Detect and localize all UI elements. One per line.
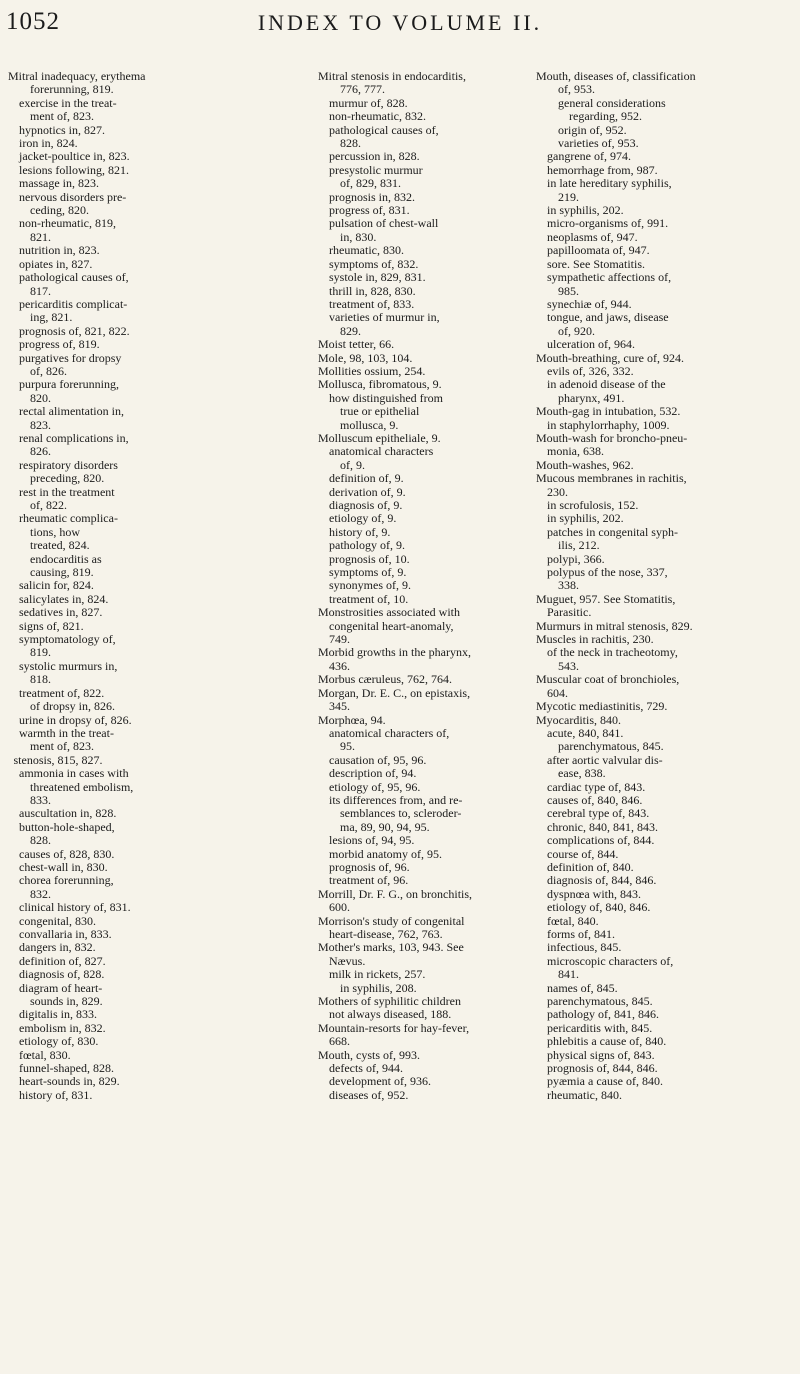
index-entry: auscultation in, 828. (19, 806, 117, 821)
index-entry: forms of, 841. (547, 927, 615, 941)
index-entry: Mole, 98, 103, 104. (318, 350, 413, 365)
index-entry: ilis, 212. (558, 538, 600, 553)
index-entry: pathology of, 9. (329, 538, 405, 553)
index-entry: pharynx, 491. (558, 390, 625, 405)
index-entry: rheumatic complica- (19, 511, 118, 526)
index-entry: ceding, 820. (30, 203, 89, 218)
index-entry: Morrill, Dr. F. G., on bronchitis, (318, 886, 473, 901)
index-entry: ulceration of, 964. (547, 337, 635, 352)
index-entry: of, 953. (558, 82, 595, 97)
index-entry: Murmurs in mitral stenosis, 829. (536, 618, 693, 633)
index-entry: micro-organisms of, 991. (547, 216, 669, 231)
running-head: INDEX TO VOLUME II. (257, 10, 543, 35)
index-entry: 826. (30, 444, 51, 459)
index-entry: Mucous membranes in rachitis, (536, 471, 687, 486)
index-entry: button-hole-shaped, (19, 819, 115, 834)
index-entry: 841. (558, 967, 579, 982)
index-entry: treatment of, 833. (329, 296, 415, 311)
index-entry: sounds in, 829. (30, 994, 103, 1009)
index-entry: chronic, 840, 841, 843. (547, 819, 658, 834)
index-entry: derivation of, 9. (329, 484, 406, 499)
index-entry: lesions following, 821. (19, 162, 129, 177)
index-entry: anatomical characters of, (329, 725, 450, 740)
index-entry: 818. (30, 672, 51, 687)
index-entry: general considerations (558, 95, 666, 110)
index-entry: endocarditis as (30, 551, 102, 566)
index-entry: 828. (30, 833, 51, 848)
index-entry: Mouth-wash for broncho-pneu- (536, 430, 688, 445)
index-entry: Mycotic mediastinitis, 729. (536, 699, 668, 714)
index-column-1 (8, 70, 306, 1370)
index-entry: etiology of, 9. (329, 511, 397, 526)
index-entry: in late hereditary syphilis, (547, 176, 672, 191)
index-entry: Molluscum epitheliale, 9. (318, 430, 441, 445)
index-entry: Morrison's study of congenital (318, 913, 465, 928)
index-entry: pulsation of chest-wall (329, 216, 439, 231)
index-entry: Morphœa, 94. (318, 712, 386, 727)
index-entry: Muscles in rachitis, 230. (536, 632, 654, 647)
index-entry: fœtal, 840. (547, 913, 599, 928)
index-entry: history of, 831. (19, 1087, 93, 1102)
index-entry: ammonia in cases with (19, 766, 129, 781)
index-entry: 436. (329, 658, 350, 673)
index-entry: ment of, 823. (30, 109, 94, 124)
index-entry: prognosis in, 832. (329, 189, 416, 204)
index-entry: respiratory disorders (19, 457, 118, 472)
index-entry: history of, 9. (329, 524, 391, 539)
index-entry: symptoms of, 832. (329, 256, 419, 271)
index-entry: Moist tetter, 66. (318, 337, 395, 352)
index-entry: papilloomata of, 947. (547, 243, 650, 258)
index-entry: stenosis, 815, 827. (13, 752, 103, 767)
index-entry: pathology of, 841, 846. (547, 1007, 659, 1022)
index-entry: synonymes of, 9. (329, 578, 411, 593)
index-entry: 817. (30, 283, 51, 298)
index-entry: after aortic valvular dis- (547, 752, 663, 767)
index-entry: diagnosis of, 828. (19, 967, 105, 982)
index-entry: in syphilis, 208. (340, 980, 417, 995)
index-entry: Mouth-washes, 962. (536, 457, 634, 472)
index-entry: of, 829, 831. (340, 176, 401, 191)
index-entry: heart-disease, 762, 763. (329, 927, 443, 941)
index-entry: diseases of, 952. (329, 1087, 409, 1102)
index-entry: prognosis of, 10. (329, 551, 410, 566)
index-entry: of, 9. (340, 457, 365, 472)
index-entry: definition of, 827. (19, 953, 106, 968)
index-entry: milk in rickets, 257. (329, 967, 426, 982)
index-entry: neoplasms of, 947. (547, 229, 638, 244)
index-entry: 543. (558, 658, 579, 673)
index-entry: 985. (558, 283, 579, 298)
index-entry: purpura forerunning, (19, 377, 119, 392)
index-entry: prognosis of, 844, 846. (547, 1061, 658, 1076)
index-entry: pyæmia a cause of, 840. (547, 1074, 663, 1089)
index-entry: diagnosis of, 844, 846. (547, 873, 657, 888)
index-entry: systolic murmurs in, (19, 658, 118, 673)
index-entry: varieties of murmur in, (329, 310, 440, 325)
index-entry: 668. (329, 1034, 350, 1049)
index-entry: etiology of, 95, 96. (329, 779, 421, 794)
index-entry: Mollusca, fibromatous, 9. (318, 377, 442, 392)
index-entry: sore. See Stomatitis. (547, 256, 645, 271)
index-entry: prognosis of, 96. (329, 859, 410, 874)
index-entry: clinical history of, 831. (19, 900, 131, 915)
index-entry: cerebral type of, 843. (547, 806, 650, 821)
index-entry: pericarditis complicat- (19, 296, 128, 311)
index-entry: synechiæ of, 944. (547, 296, 632, 311)
index-entry: Mothers of syphilitic children (318, 994, 461, 1009)
index-entry: semblances to, scleroder- (340, 806, 462, 821)
index-entry: polypus of the nose, 337, (547, 565, 668, 580)
index-entry: etiology of, 830. (19, 1034, 99, 1049)
index-entry: acute, 840, 841. (547, 725, 624, 740)
index-entry: tions, how (30, 524, 81, 539)
index-entry: of, 826. (30, 363, 67, 378)
index-entry: percussion in, 828. (329, 149, 420, 164)
index-entry: treatment of, 10. (329, 591, 409, 606)
index-entry: gangrene of, 974. (547, 149, 631, 164)
index-entry: Mountain-resorts for hay-fever, (318, 1020, 470, 1035)
index-entry: 823. (30, 417, 51, 432)
index-entry: causes of, 840, 846. (547, 792, 643, 807)
index-entry: nutrition in, 823. (19, 243, 100, 258)
index-entry: definition of, 9. (329, 471, 404, 486)
index-entry: rheumatic, 840. (547, 1087, 622, 1102)
index-entry: causing, 819. (30, 565, 94, 580)
index-entry: regarding, 952. (569, 109, 642, 124)
index-entry: of, 822. (30, 498, 67, 512)
index-column-3 (536, 70, 796, 1370)
index-entry: of dropsy in, 826. (30, 699, 115, 714)
index-entry: rest in the treatment (19, 484, 115, 499)
index-entry: pericarditis with, 845. (547, 1020, 653, 1035)
page-header (0, 8, 800, 48)
index-entry: chest-wall in, 830. (19, 859, 108, 874)
index-entry: Morbus cæruleus, 762, 764. (318, 672, 452, 687)
index-columns (0, 70, 800, 1370)
index-entry: prognosis of, 821, 822. (19, 323, 130, 338)
index-entry: signs of, 821. (19, 618, 84, 633)
index-entry: Muscular coat of bronchioles, (536, 672, 680, 687)
index-entry: Mollities ossium, 254. (318, 363, 426, 378)
index-entry: Mouth, cysts of, 993. (318, 1047, 420, 1062)
index-entry: Muguet, 957. See Stomatitis, (536, 591, 676, 606)
index-entry: 832. (30, 886, 51, 901)
index-entry: Mother's marks, 103, 943. See (318, 940, 464, 955)
index-entry: presystolic murmur (329, 162, 423, 177)
index-entry: rheumatic, 830. (329, 243, 404, 258)
index-entry: Morbid growths in the pharynx, (318, 645, 471, 660)
index-entry: Monstrosities associated with (318, 605, 460, 620)
index-entry: names of, 845. (547, 980, 618, 995)
index-entry: infectious, 845. (547, 940, 622, 955)
index-entry: 821. (30, 229, 51, 244)
index-entry: 95. (340, 739, 355, 754)
index-entry: 776, 777. (340, 82, 385, 97)
index-entry: congenital heart-anomaly, (329, 618, 454, 633)
index-entry: evils of, 326, 332. (547, 363, 634, 378)
index-entry: tongue, and jaws, disease (547, 310, 669, 325)
index-entry: pathological causes of, (19, 270, 129, 285)
index-entry: progress of, 831. (329, 203, 410, 218)
index-entry: course of, 844. (547, 846, 619, 861)
index-entry: treated, 824. (30, 538, 90, 553)
index-entry: urine in dropsy of, 826. (19, 712, 132, 727)
index-entry: parenchymatous, 845. (558, 739, 664, 754)
index-entry: polypi, 366. (547, 551, 605, 566)
index-entry: Parasitic. (547, 605, 592, 620)
index-entry: in, 830. (340, 229, 377, 244)
index-entry: Mitral inadequacy, erythema (8, 70, 146, 83)
index-entry: description of, 94. (329, 766, 417, 781)
index-entry: systole in, 829, 831. (329, 270, 426, 285)
index-entry: morbid anatomy of, 95. (329, 846, 442, 861)
index-entry: warmth in the treat- (19, 725, 114, 740)
index-entry: treatment of, 96. (329, 873, 409, 888)
index-entry: complications of, 844. (547, 833, 655, 848)
index-entry: lesions of, 94, 95. (329, 833, 415, 848)
index-entry: 600. (329, 900, 350, 915)
index-entry: congenital, 830. (19, 913, 96, 928)
index-entry: exercise in the treat- (19, 95, 117, 110)
index-entry: sympathetic affections of, (547, 270, 672, 285)
index-entry: pathological causes of, (329, 122, 439, 137)
index-entry: how distinguished from (329, 390, 443, 405)
index-entry: ma, 89, 90, 94, 95. (340, 819, 430, 834)
index-entry: Mouth-gag in intubation, 532. (536, 404, 681, 419)
index-entry: 345. (329, 699, 350, 714)
index-entry: phlebitis a cause of, 840. (547, 1034, 667, 1049)
index-column-2 (318, 70, 524, 1370)
index-entry: true or epithelial (340, 404, 420, 419)
index-entry: preceding, 820. (30, 471, 105, 486)
index-entry: progress of, 819. (19, 337, 100, 352)
index-entry: ment of, 823. (30, 739, 94, 754)
index-entry: varieties of, 953. (558, 136, 639, 151)
index-entry: convallaria in, 833. (19, 927, 112, 941)
index-entry: 230. (547, 484, 568, 499)
index-entry: diagram of heart- (19, 980, 103, 995)
index-entry: in syphilis, 202. (547, 203, 624, 218)
index-entry: dangers in, 832. (19, 940, 96, 955)
index-entry: defects of, 944. (329, 1061, 403, 1076)
index-entry: Nævus. (329, 953, 366, 968)
index-entry: 833. (30, 792, 51, 807)
index-entry: diagnosis of, 9. (329, 498, 403, 512)
index-entry: renal complications in, (19, 430, 129, 445)
index-entry: salicylates in, 824. (19, 591, 109, 606)
index-entry: symptoms of, 9. (329, 565, 407, 580)
index-entry: hypnotics in, 827. (19, 122, 105, 137)
index-entry: hemorrhage from, 987. (547, 162, 658, 177)
index-entry: non-rheumatic, 832. (329, 109, 426, 124)
index-entry: symptomatology of, (19, 632, 116, 647)
index-entry: non-rheumatic, 819, (19, 216, 116, 231)
index-entry: anatomical characters (329, 444, 434, 459)
index-entry: Myocarditis, 840. (536, 712, 621, 727)
index-entry: mollusca, 9. (340, 417, 399, 432)
index-entry: massage in, 823. (19, 176, 99, 191)
index-entry: Morgan, Dr. E. C., on epistaxis, (318, 685, 471, 700)
index-entry: etiology of, 840, 846. (547, 900, 651, 915)
index-entry: 819. (30, 645, 51, 660)
index-entry: 219. (558, 189, 579, 204)
index-entry: in syphilis, 202. (547, 511, 624, 526)
index-entry: Mitral stenosis in endocarditis, (318, 70, 466, 83)
index-entry: development of, 936. (329, 1074, 431, 1089)
index-entry: patches in congenital syph- (547, 524, 678, 539)
index-entry: salicin for, 824. (19, 578, 94, 593)
index-entry: heart-sounds in, 829. (19, 1074, 120, 1089)
page-number: 1052 (6, 8, 60, 35)
index-entry: 829. (340, 323, 361, 338)
index-entry: in scrofulosis, 152. (547, 498, 639, 512)
index-entry: monia, 638. (547, 444, 604, 459)
index-entry: 604. (547, 685, 568, 700)
index-entry: threatened embolism, (30, 779, 134, 794)
index-entry: fœtal, 830. (19, 1047, 71, 1062)
index-entry: definition of, 840. (547, 859, 634, 874)
index-entry: causes of, 828, 830. (19, 846, 115, 861)
index-entry: ing, 821. (30, 310, 73, 325)
index-entry: dyspnœa with, 843. (547, 886, 641, 901)
index-entry: microscopic characters of, (547, 953, 674, 968)
index-entry: thrill in, 828, 830. (329, 283, 416, 298)
index-entry: physical signs of, 843. (547, 1047, 655, 1062)
index-entry: funnel-shaped, 828. (19, 1061, 114, 1076)
index-entry: chorea forerunning, (19, 873, 114, 888)
index-entry: forerunning, 819. (30, 82, 114, 97)
index-entry: of, 920. (558, 323, 595, 338)
index-entry: opiates in, 827. (19, 256, 93, 271)
index-entry: its differences from, and re- (329, 792, 463, 807)
index-entry: parenchymatous, 845. (547, 994, 653, 1009)
index-entry: 828. (340, 136, 361, 151)
index-entry: 820. (30, 390, 51, 405)
index-entry: Mouth-breathing, cure of, 924. (536, 350, 684, 365)
index-entry: rectal alimentation in, (19, 404, 124, 419)
index-entry: causation of, 95, 96. (329, 752, 427, 767)
index-entry: 749. (329, 632, 350, 647)
index-entry: purgatives for dropsy (19, 350, 122, 365)
index-entry: sedatives in, 827. (19, 605, 103, 620)
index-entry: embolism in, 832. (19, 1020, 106, 1035)
index-entry: cardiac type of, 843. (547, 779, 646, 794)
index-entry: ease, 838. (558, 766, 606, 781)
index-entry: nervous disorders pre- (19, 189, 127, 204)
index-entry: jacket-poultice in, 823. (19, 149, 130, 164)
index-entry: iron in, 824. (19, 136, 78, 151)
index-entry: digitalis in, 833. (19, 1007, 97, 1022)
index-entry: 338. (558, 578, 579, 593)
index-entry: not always diseased, 188. (329, 1007, 452, 1022)
index-entry: murmur of, 828. (329, 95, 408, 110)
index-entry: of the neck in tracheotomy, (547, 645, 678, 660)
index-entry: Mouth, diseases of, classification (536, 70, 696, 83)
index-entry: in adenoid disease of the (547, 377, 666, 392)
index-entry: origin of, 952. (558, 122, 627, 137)
index-entry: in staphylorrhaphy, 1009. (547, 417, 670, 432)
index-entry: treatment of, 822. (19, 685, 105, 700)
